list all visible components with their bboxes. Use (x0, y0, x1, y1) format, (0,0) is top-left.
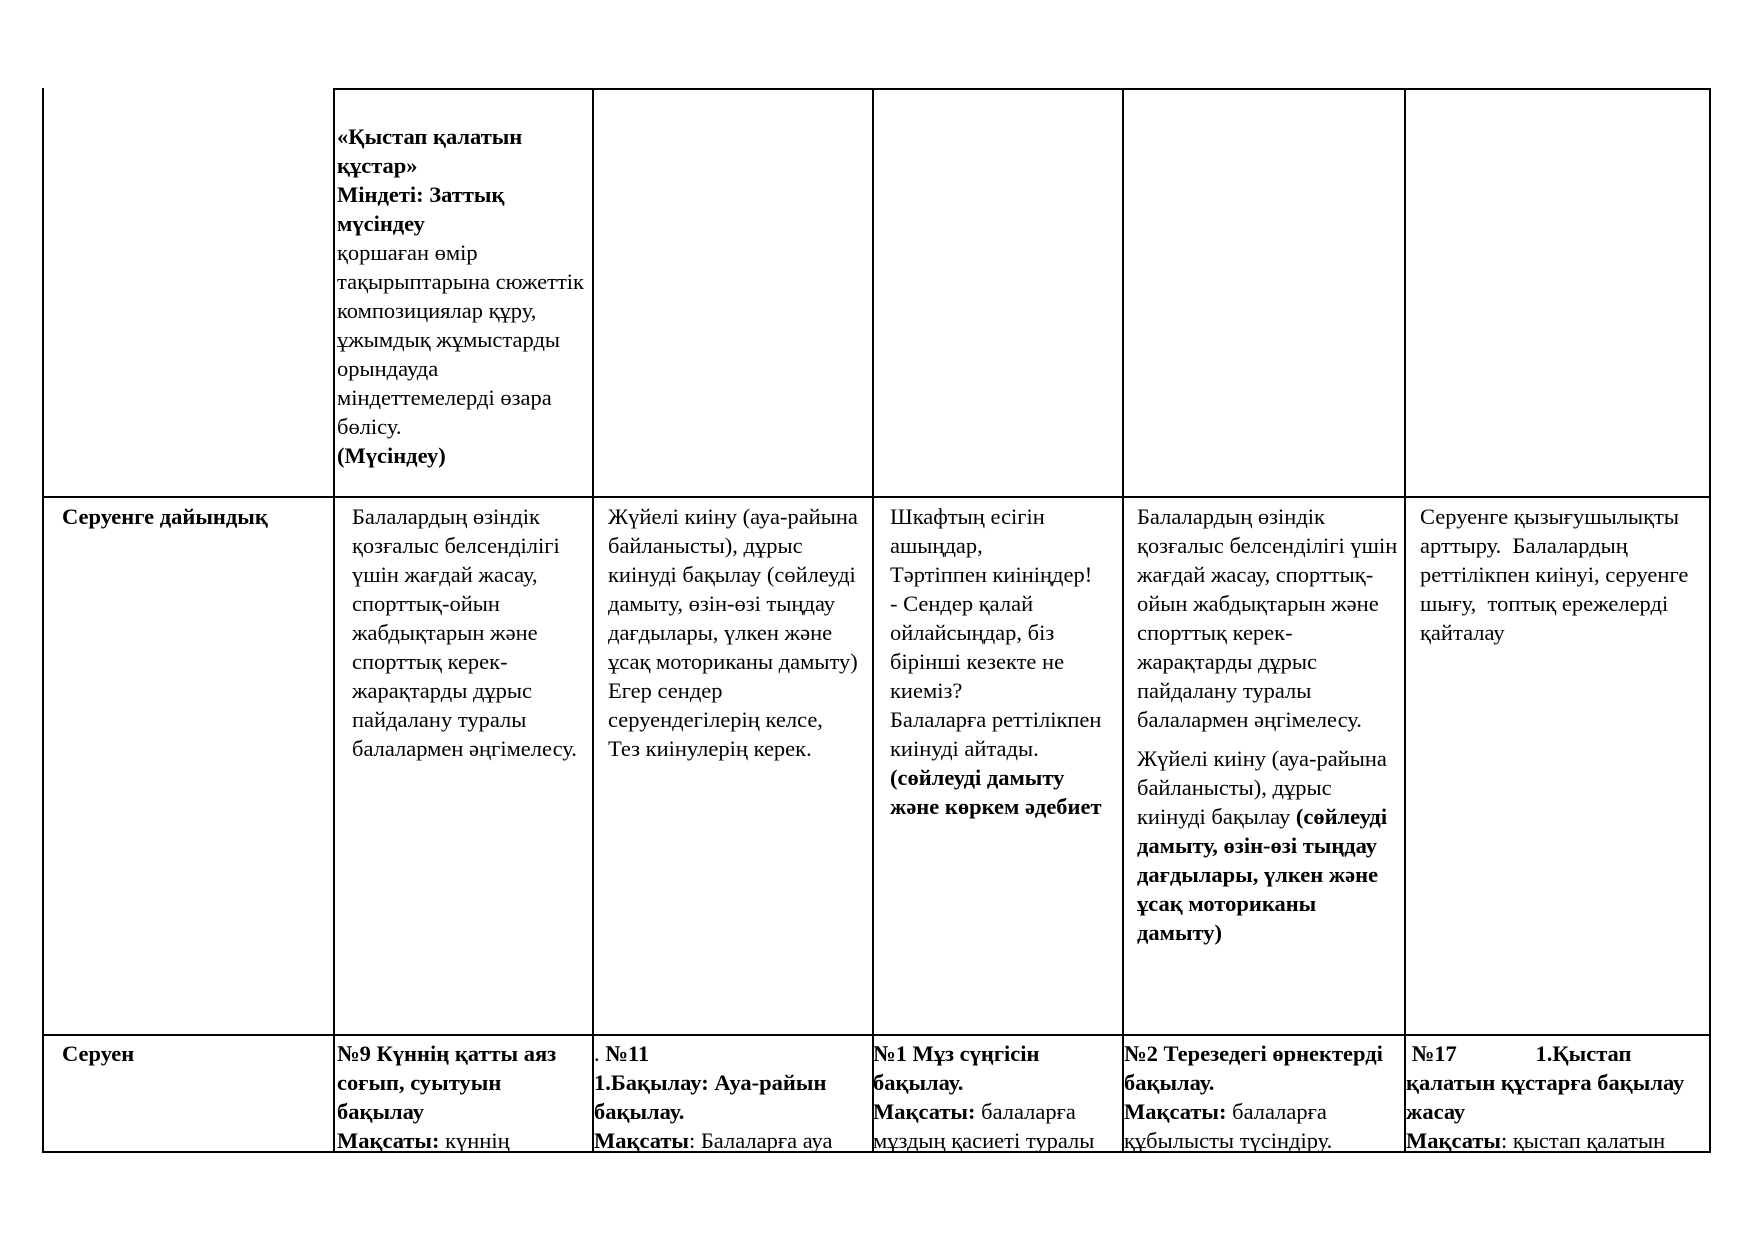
bold-text: Мақсаты (594, 1128, 689, 1153)
cell-text: балаларға құбылысты түсіндіру. (1124, 1099, 1333, 1153)
cell-paragraph (890, 502, 1105, 821)
cell-paragraph (337, 122, 589, 180)
grid-line (1122, 88, 1124, 1152)
grid-line (1404, 88, 1406, 1152)
bold-text: №1 Мұз сүңгісін бақылау. (873, 1041, 1046, 1095)
cell-paragraph (1124, 1039, 1404, 1097)
bold-text: №11 1.Бақылау: Ауа-райын бақылау. (594, 1041, 827, 1124)
table-cell (352, 502, 577, 763)
cell-paragraph (594, 1126, 870, 1155)
cell-text: Жүйелі киіну (ауа-райына байланысты), дұрыс киінуді бақылау (сөйлеуді дамыту, өзін-өзі тыңдау дағдылары, үлкен және ұсақ моториканы дамыту) Егер сендер серуендегілерің келсе, Тез киінулерің керек. (608, 504, 858, 761)
grid-line (872, 88, 874, 1152)
cell-paragraph (1137, 744, 1403, 947)
cell-paragraph (337, 180, 589, 238)
cell-text: Балалардың өзіндік қозғалыс белсенділігі үшін жағдай жасау, спорттық-ойын жабдықтарын және спорттық керек-жарақтарды дұрыс пайдалану туралы балалармен әңгімелесу. (352, 504, 577, 761)
grid-line (42, 496, 1711, 498)
cell-text: : қыстап қалатын (1501, 1128, 1666, 1153)
bold-text: Мақсаты: (1124, 1099, 1233, 1124)
table-cell (608, 502, 866, 763)
table-cell (1137, 502, 1403, 992)
table-cell (890, 502, 1105, 821)
table-cell (873, 1039, 1123, 1155)
grid-line (1709, 88, 1711, 1152)
cell-text: : Балаларға ауа (689, 1128, 833, 1153)
table-cell (1420, 502, 1694, 647)
grid-line (42, 88, 44, 1152)
cell-paragraph (1406, 1126, 1706, 1155)
bold-text: №17 1.Қыстап қалатын құстарға бақылау жасау (1406, 1041, 1690, 1124)
bold-text: «Қыстап қалатын құстар» (337, 124, 528, 178)
cell-text: Шкафтың есігін ашыңдар, Тәртіппен киініңдер! - Сендер қалай ойлайсыңдар, біз бірінші кезекте не киеміз? Балаларға реттілікпен киінуді айтады. (890, 504, 1102, 761)
bold-text: №9 Күннің қатты аяз соғып, суытуын бақылау (337, 1041, 562, 1124)
cell-paragraph (873, 1097, 1123, 1155)
cell-text: балаларға мұздың қасиеті туралы (873, 1099, 1095, 1153)
cell-text: күннің (445, 1128, 510, 1153)
bold-text: (сөйлеуді дамыту және көркем әдебиет (890, 765, 1102, 819)
cell-paragraph (594, 1039, 870, 1126)
cell-paragraph (352, 502, 577, 763)
bold-text: (сөйлеуді дамыту, өзін-өзі тыңдау дағдылары, үлкен және ұсақ моториканы дамыту) (1137, 804, 1393, 945)
grid-line (333, 88, 335, 1152)
table-cell (337, 1039, 589, 1155)
grid-line (333, 88, 1711, 90)
cell-paragraph (1406, 1039, 1706, 1126)
cell-paragraph (337, 1039, 589, 1126)
cell-text: Серуенге қызығушылықты арттыру. Балалардың реттілікпен киінуі, серуенге шығу, топтық ережелерді қайталау (1420, 504, 1694, 645)
table-cell (337, 122, 589, 470)
cell-text: Жүйелі киіну (ауа-райына байланысты), дұрыс киінуді бақылау (1137, 746, 1393, 829)
bold-text: Мақсаты: (873, 1099, 982, 1124)
grid-line (592, 88, 594, 1152)
table-cell (1406, 1039, 1706, 1155)
row-label: Серуенге дайындық (62, 504, 268, 529)
cell-paragraph (337, 238, 589, 441)
cell-paragraph (337, 441, 589, 470)
cell-paragraph (608, 502, 866, 763)
bold-text: Мақсаты: (337, 1128, 446, 1153)
row-label: Серуен (62, 1041, 135, 1066)
cell-paragraph (1124, 1097, 1404, 1155)
cell-text: . (594, 1041, 606, 1066)
table-cell (1124, 1039, 1404, 1155)
cell-paragraph (337, 1126, 589, 1155)
table-cell (594, 1039, 870, 1155)
bold-text: (Мүсіндеу) (337, 443, 446, 468)
cell-paragraph (873, 1039, 1123, 1097)
cell-text: қоршаған өмір тақырыптарына сюжеттік композициялар құру, ұжымдық жұмыстарды орындауда міндеттемелерді өзара бөлісу. (337, 240, 590, 439)
grid-line (42, 1034, 1711, 1036)
bold-text: Мақсаты (1406, 1128, 1501, 1153)
cell-paragraph (1420, 502, 1694, 647)
bold-text: Міндеті: Заттық мүсіндеу (337, 182, 511, 236)
cell-paragraph (1137, 502, 1403, 734)
cell-text: Балалардың өзіндік қозғалыс белсенділігі үшін жағдай жасау, спорттық-ойын жабдықтарын және спорттық керек-жарақтарды дұрыс пайдалану туралы балалармен әңгімелесу. (1137, 504, 1403, 732)
bold-text: №2 Терезедегі өрнектерді бақылау. (1124, 1041, 1389, 1095)
